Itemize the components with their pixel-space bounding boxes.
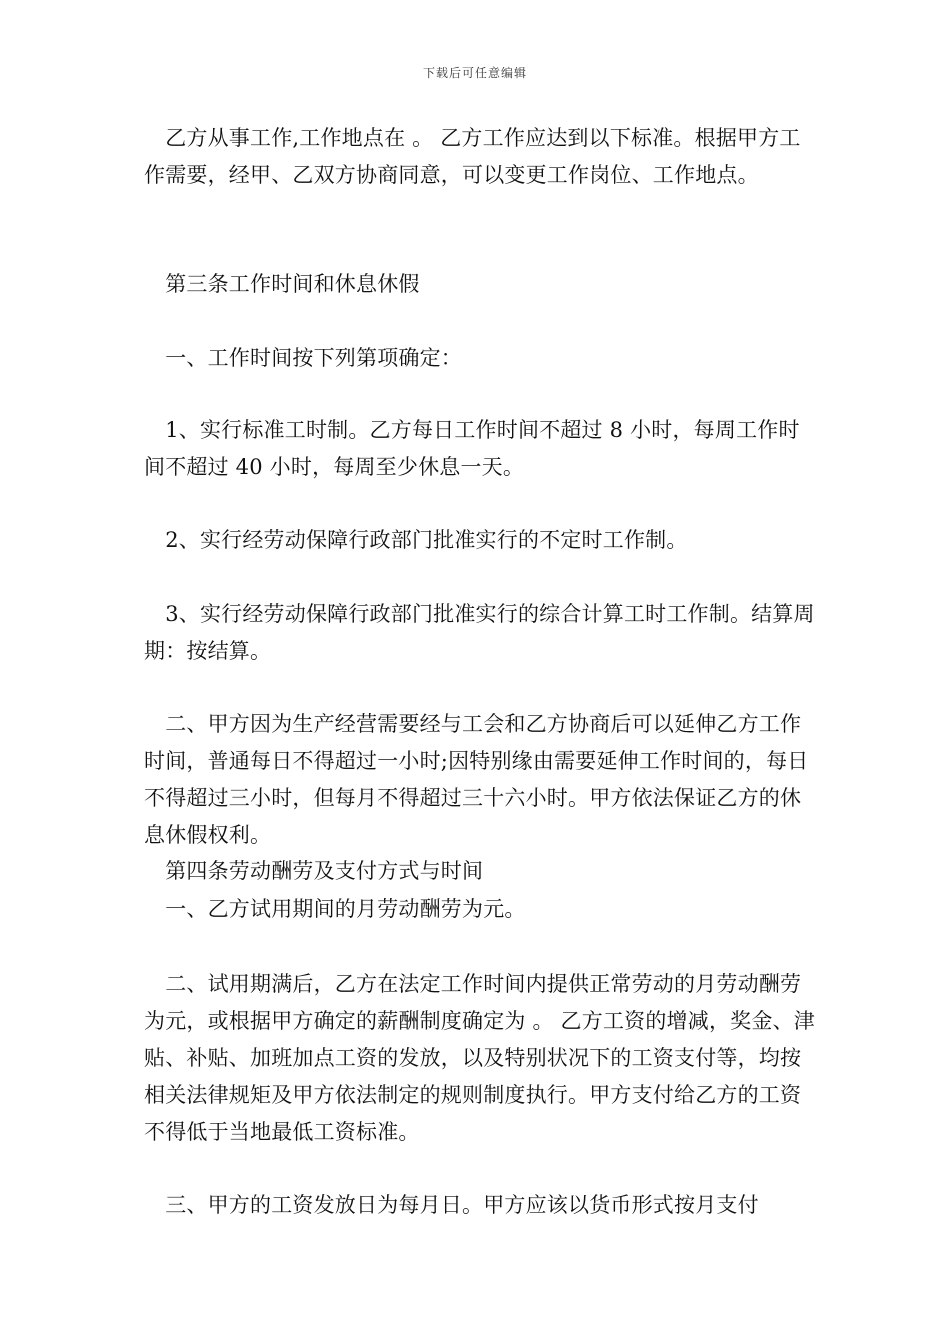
paragraph-probation-pay: 一、乙方试用期间的月劳动酬劳为元。 [144, 897, 526, 921]
paragraph-standard-hours: 1、实行标准工时制。乙方每日工作时间不超过 8 小时，每周工作时间不超过 40 小时，每周至少休息一天。 [144, 418, 800, 479]
paragraph-overtime: 二、甲方因为生产经营需要经与工会和乙方协商后可以延伸乙方工作时间，普通每日不得超过一小时;因特别缘由需要延伸工作时间的，每日不得超过三小时，但每月不得超过三十六小时。甲方依法保证乙方的休息休假权利。 [144, 712, 809, 847]
article-four-heading: 第四条劳动酬劳及支付方式与时间 [144, 859, 484, 883]
page-header: 下载后可任意编辑 [422, 66, 527, 80]
paragraph-regular-pay: 二、试用期满后，乙方在法定工作时间内提供正常劳动的月劳动酬劳为元，或根据甲方确定的薪酬制度确定为 。 乙方工资的增减，奖金、津贴、补贴、加班加点工资的发放，以及特别状况下的工资支付等，均按相关法律规矩及甲方依法制定的规则制度执行。甲方支付给乙方的工资不得低于当地最低工资标准。 [144, 972, 815, 1144]
paragraph-payday: 三、甲方的工资发放日为每月日。甲方应该以货币形式按月支付 [144, 1193, 759, 1217]
paragraph-work-time-intro: 一、工作时间按下列第项确定： [144, 346, 462, 370]
paragraph-comprehensive-hours: 3、实行经劳动保障行政部门批准实行的综合计算工时工作制。结算周期：按结算。 [144, 602, 815, 663]
paragraph-flexible-hours: 2、实行经劳动保障行政部门批准实行的不定时工作制。 [144, 528, 688, 552]
article-three-heading: 第三条工作时间和休息休假 [144, 272, 420, 296]
paragraph-work-location: 乙方从事工作,工作地点在 。 乙方工作应达到以下标准。根据甲方工作需要，经甲、乙双方协商同意，可以变更工作岗位、工作地点。 [144, 126, 801, 187]
